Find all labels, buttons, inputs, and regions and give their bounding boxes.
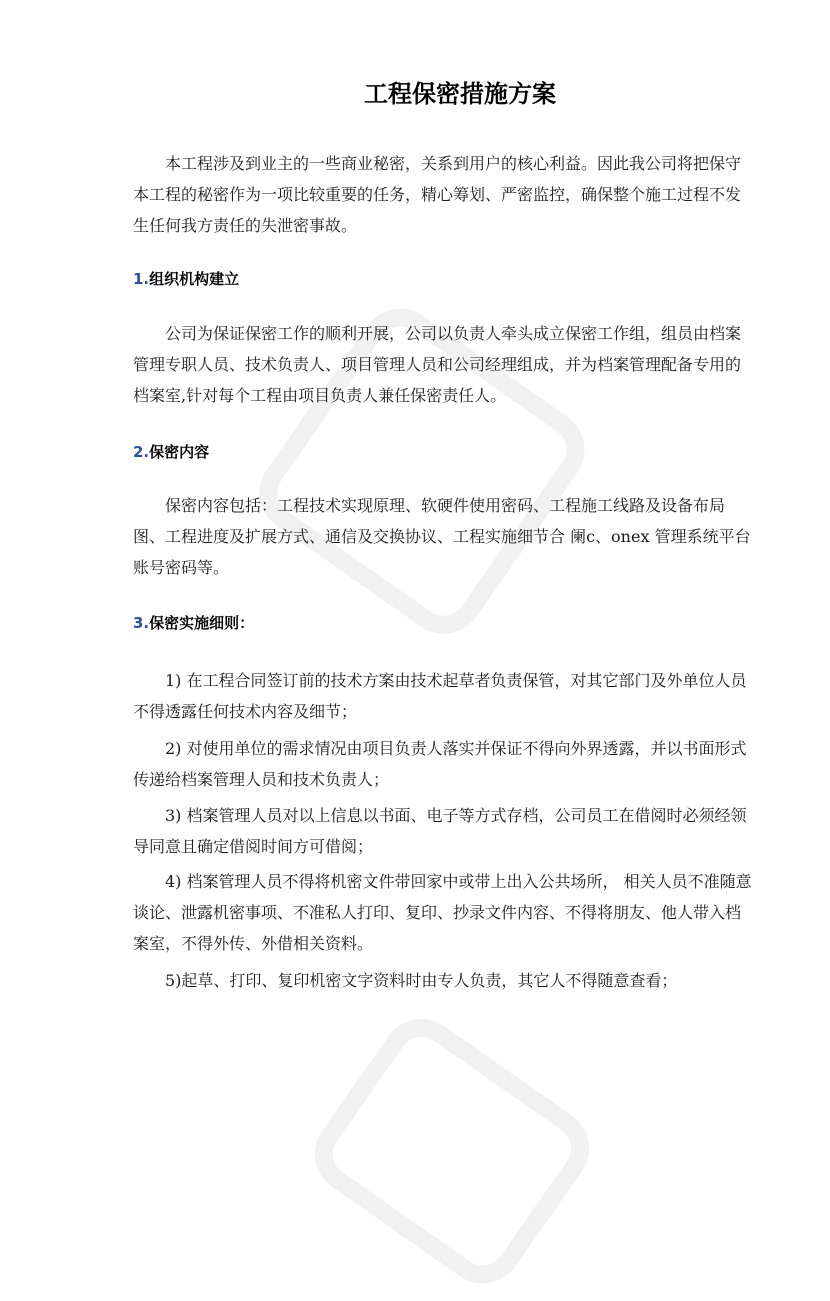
section-number: 2. [133, 443, 150, 461]
list-item: 3) 档案管理人员对以上信息以书面、电子等方式存档，公司员工在借阅时必须经领导同意且确定借阅时间方可借阅； [133, 806, 747, 856]
section-title: 组织机构建立 [149, 270, 240, 288]
section-heading-2 [133, 441, 209, 462]
intro-paragraph: 本工程涉及到业主的一些商业秘密，关系到用户的核心利益。因此我公司将把保守本工程的秘密作为一项比较重要的任务，精心筹划、严密监控，确保整个施工过程不发生任何我方责任的失泄密事故。 [133, 154, 742, 235]
section-body-1: 公司为保证保密工作的顺利开展，公司以负责人牵头成立保密工作组，组员由档案管理专职人员、技术负责人、项目管理人员和公司经理组成，并为档案管理配备专用的档案室,针对每个工程由项目负责人兼任保密责任人。 [133, 324, 742, 405]
section-number: 3. [133, 614, 150, 632]
section-body-2: 保密内容包括：工程技术实现原理、软硬件使用密码、工程施工线路及设备布局图、工程进度及扩展方式、通信及交换协议、工程实施细节合 阑c、onex 管理系统平台账号密码等。 [133, 496, 751, 577]
list-item: 1) 在工程合同签订前的技术方案由技术起草者负责保管，对其它部门及外单位人员不得透露任何技术内容及细节； [133, 671, 747, 721]
list-item: 4) 档案管理人员不得将机密文件带回家中或带上出入公共场所， 相关人员不准随意谈论、泄露机密事项、不准私人打印、复印、抄录文件内容、不得将朋友、他人带入档案室，不得外传、外借相关资料。 [133, 872, 752, 953]
list-item: 2) 对使用单位的需求情况由项目负责人落实并保证不得向外界透露，并以书面形式传递给档案管理人员和技术负责人； [133, 739, 747, 789]
list-item: 5)起草、打印、复印机密文字资料时由专人负责，其它人不得随意查看； [165, 971, 678, 990]
section-heading-3 [133, 612, 254, 633]
page-title: 工程保密措施方案 [364, 80, 556, 108]
section-number: 1. [133, 270, 150, 288]
section-title: 保密实施细则： [149, 614, 255, 632]
section-heading-1 [133, 268, 239, 289]
section-title: 保密内容 [149, 443, 210, 461]
